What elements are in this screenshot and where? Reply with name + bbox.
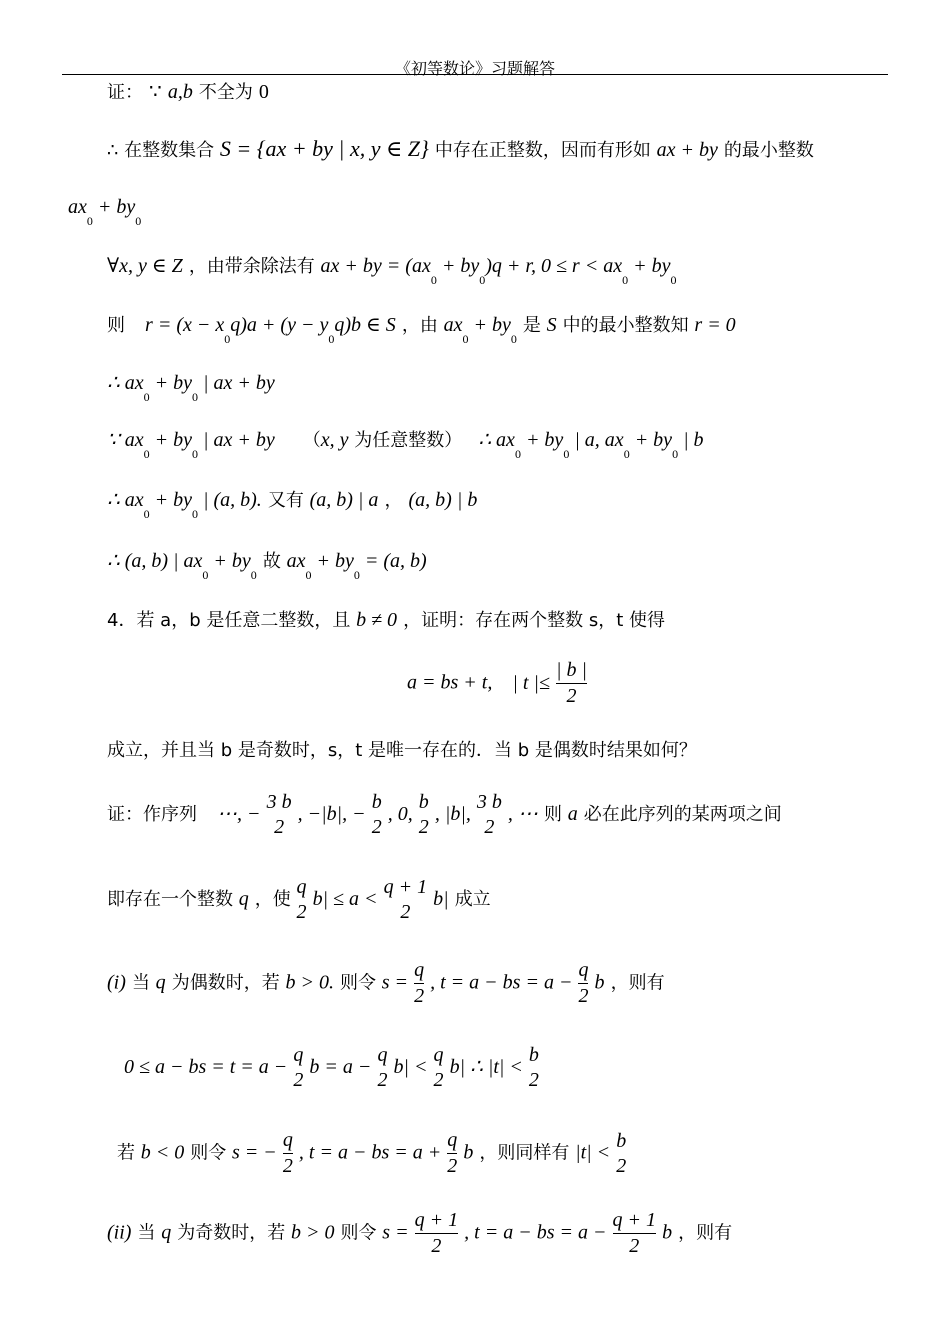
text: 中存在正整数，因而有形如 — [434, 140, 657, 161]
math: s = — [381, 971, 409, 994]
fraction: $\frac{q}{2}$ — [447, 1129, 458, 1177]
line-1 — [107, 78, 269, 104]
text: （ — [302, 430, 321, 451]
text: 则令 — [340, 972, 382, 994]
text: 是 — [522, 315, 547, 336]
math: a = bs + t, — [407, 671, 493, 694]
math: q — [155, 971, 166, 994]
text: ，由 — [401, 315, 444, 336]
math: ∴ $ax_0 + by_0$ | a, $ax_0 + by_0$ | b — [478, 429, 704, 461]
line-14 — [107, 875, 491, 925]
text: ，则有 — [678, 1222, 733, 1244]
math: |t| < — [575, 1141, 611, 1164]
line-18-case-ii — [107, 1208, 732, 1259]
fraction: $\frac{q + 1}{2}$ — [612, 1209, 657, 1257]
fraction: $\frac{q}{2}$ — [282, 1129, 293, 1177]
text: 不全为 — [198, 82, 253, 103]
line-5 — [107, 311, 736, 346]
text: 为奇数时，若 — [177, 1222, 291, 1244]
math: b ≠ 0 — [356, 609, 398, 631]
math: b — [594, 971, 605, 994]
text: 成立 — [454, 889, 491, 910]
math: $r = (x - x_0q)a + (y - y_0q)b$ ∈ S — [145, 314, 396, 346]
text: 则令 — [340, 1222, 383, 1244]
text: 故 — [262, 551, 287, 572]
math: $ax_0 + by_0$ — [443, 314, 517, 346]
math: b < 0 — [140, 1141, 185, 1164]
line-11-equation — [407, 658, 587, 709]
line-13 — [107, 790, 782, 840]
fraction: b 2 — [616, 1129, 627, 1177]
math: b| ∴ |t| < — [449, 1056, 523, 1078]
text: 当 — [137, 1222, 162, 1244]
math: s = — [382, 1221, 409, 1244]
fraction: $\frac{| b |}{2}$ — [555, 659, 587, 707]
text: 的最小整数 — [723, 140, 814, 161]
math: $ax_0 + by_0$ — [68, 196, 142, 228]
math: b| ≤ a < — [312, 888, 378, 910]
text: 当 — [131, 972, 156, 994]
math: , 0, — [387, 803, 413, 825]
line-12 — [107, 736, 697, 762]
math: a,b — [167, 81, 193, 103]
text: ， — [384, 490, 403, 511]
math: b > 0 — [291, 1221, 335, 1244]
math: ∴ $ax_0 + by_0$ | ax + by — [107, 372, 275, 404]
fraction: b 2 — [371, 791, 382, 838]
math: q — [161, 1221, 172, 1244]
fraction: $\frac{q}{2}$ — [414, 959, 425, 1007]
text: 又有 — [267, 490, 310, 511]
fraction: q 2 — [433, 1044, 444, 1091]
math: ax + by — [656, 139, 718, 161]
math: b > 0. — [285, 971, 334, 994]
line-4 — [107, 252, 677, 287]
math: 0 — [258, 81, 269, 103]
line-10-problem-4 — [107, 606, 665, 632]
math: , ⋯ — [507, 803, 538, 825]
text: 必在此序列的某两项之间 — [583, 804, 782, 825]
fraction: $\frac{q + 1}{2}$ — [414, 1209, 459, 1257]
page-header-title: 《初等数论》习题解答 — [394, 59, 555, 78]
math: b| — [433, 888, 449, 910]
math: ∀x, y ∈ Z — [107, 255, 183, 277]
fraction: $\frac{q}{2}$ — [578, 959, 589, 1007]
math: a — [567, 803, 578, 825]
line-3 — [68, 196, 142, 228]
math: (a, b) | a — [309, 489, 379, 511]
math: ⋯, − — [217, 803, 261, 825]
math: ∴ (a, b) | $ax_0 + by_0$ — [107, 550, 257, 582]
line-16 — [124, 1043, 539, 1093]
text: 4．若 a，b 是任意二整数，且 — [107, 610, 357, 631]
math: , t = a − bs = a − — [464, 1221, 607, 1244]
fraction: b 2 — [418, 791, 429, 838]
fraction: 3 b 2 — [266, 791, 292, 838]
text: 则 — [543, 804, 568, 825]
math: b = a − — [309, 1056, 372, 1078]
line-9 — [107, 547, 427, 582]
header-rule — [62, 74, 888, 75]
line-17 — [117, 1128, 626, 1179]
line-8 — [107, 486, 478, 521]
text: 中的最小整数知 — [562, 315, 695, 336]
text: ，由带余除法有 — [188, 256, 321, 277]
math: , |b|, — [434, 803, 471, 825]
text: 成立，并且当 b 是奇数时，s，t 是唯一存在的．当 b 是偶数时结果如何？ — [107, 740, 697, 761]
because-symbol: ∵ — [149, 81, 162, 103]
math-set: S = {ax + by | x, y ∈ Z} — [219, 136, 429, 161]
math: b — [463, 1141, 474, 1164]
fraction: b 2 — [528, 1044, 539, 1091]
math: b| < — [393, 1056, 428, 1078]
text: ，则有 — [610, 972, 665, 994]
fraction: q + 1 2 — [383, 876, 428, 923]
text: ，证明：存在两个整数 s，t 使得 — [403, 610, 665, 631]
math: r = 0 — [694, 314, 736, 336]
text: 则令 — [190, 1142, 233, 1164]
math: 0 ≤ a − bs = t = a − — [124, 1056, 288, 1078]
text: ，则同样有 — [479, 1142, 576, 1164]
math: , t = a − bs = a − — [430, 971, 573, 994]
text: 若 — [117, 1142, 141, 1164]
line-15-case-i — [107, 958, 665, 1009]
text: 即存在一个整数 — [107, 889, 239, 910]
text: ∴ 在整数集合 — [107, 140, 220, 161]
text: ，使 — [254, 889, 297, 910]
math: q — [238, 888, 249, 910]
text: 则 — [107, 315, 125, 336]
math: x, y — [320, 429, 349, 451]
fraction: q 2 — [296, 876, 307, 923]
fraction: q 2 — [377, 1044, 388, 1091]
math: b — [662, 1221, 673, 1244]
line-2 — [107, 136, 814, 162]
math: , −|b|, − — [297, 803, 366, 825]
line-7 — [107, 426, 704, 461]
math: s = − — [232, 1141, 277, 1164]
text: 为任意整数） — [348, 430, 463, 451]
math: (ii) — [107, 1221, 132, 1244]
fraction: 3 b 2 — [476, 791, 502, 838]
math: S — [546, 314, 557, 336]
math: (i) — [107, 971, 126, 994]
text: 证：作序列 — [107, 804, 197, 825]
text: 证： — [107, 82, 143, 103]
math: , t = a − bs = a + — [298, 1141, 442, 1164]
math: ∴ $ax_0 + by_0$ | (a, b). — [107, 489, 262, 521]
line-6 — [107, 370, 275, 404]
math-division: ax + by = $(ax_0 + by_0)q + r$, $0 \le r < ax_0 + by_0$ — [320, 255, 677, 287]
math: | t |≤ — [512, 671, 550, 694]
fraction: q 2 — [293, 1044, 304, 1091]
math: ∵ $ax_0 + by_0$ | ax + by — [107, 429, 275, 461]
math: (a, b) | b — [408, 489, 478, 511]
text: 为偶数时，若 — [171, 972, 286, 994]
math: $ax_0 + by_0 = (a$, b) — [286, 550, 427, 582]
